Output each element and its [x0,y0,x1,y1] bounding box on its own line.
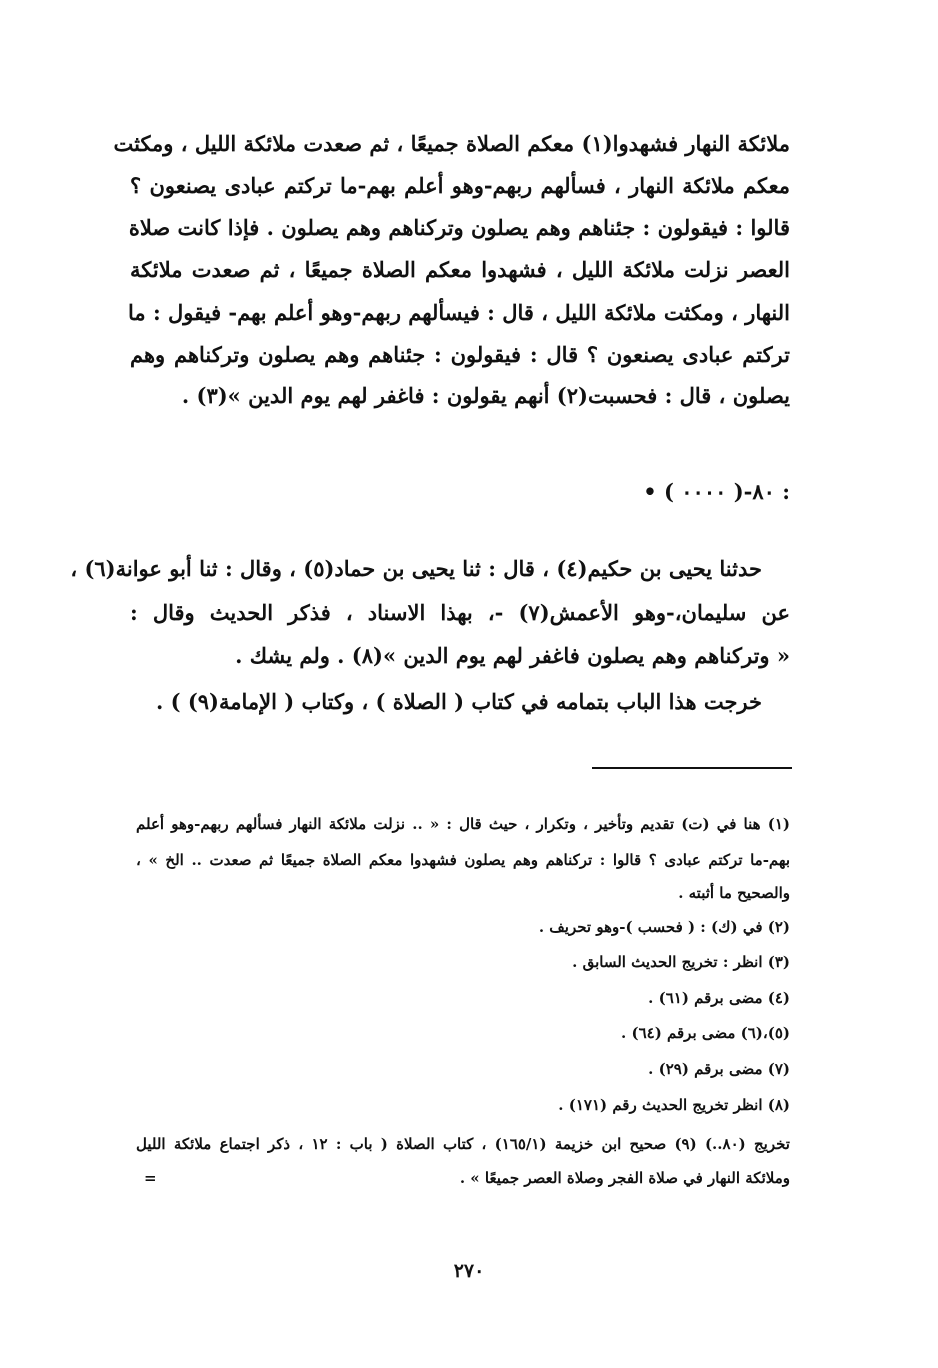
footnote-7: (٧) مضى برقم (٢٩) . [648,1060,790,1078]
body-line-7: يصلون ، قال : فحسبت(٢) أنهم يقولون : فاغفر لهم يوم الدين »(٣) . [181,383,790,408]
takhrij-line-2: وملائكة النهار في صلاة الفجر وصلاة العصر جميعًا » . [459,1169,790,1187]
body-line-5: النهار ، ومكثت ملائكة الليل ، قال : فيسألهم ربهم-وهو أعلم بهم- فيقول : ما [128,300,790,325]
hadith-line-2: عن سليمان،-وهو الأعمش(٧) -، بهذا الاسناد ، فذكر الحديث وقال : [130,600,790,625]
footnote-1-line-2: بهم-ما تركتم عبادى ؟ قالوا : تركناهم وهم يصلون فشهدوا معكم الصلاة جميعًا ثم صعدت .. الخ » ، [136,851,790,869]
footnote-separator [592,767,792,769]
body-line-3: قالوا : فيقولون : جئناهم وهم يصلون وتركناهم وهم يصلون . فإذا كانت صلاة [128,215,790,240]
continuation-mark: = [144,1169,157,1187]
closing-line: خرجت هذا الباب بتمامه في كتاب ( الصلاة ) ، وكتاب ( الإمامة(٩) ) . [155,689,762,714]
footnote-1-line-3: والصحيح ما أثبته . [678,884,790,902]
body-line-2: معكم ملائكة النهار ، فسألهم ربهم-وهو أعلم بهم-ما تركتم عبادى يصنعون ؟ [130,173,790,198]
footnote-5-6: (٥)،(٦) مضى برقم (٦٤) . [621,1024,790,1042]
body-line-6: تركتم عبادى يصنعون ؟ قال : فيقولون : جئناهم وهم يصلون وتركناهم وهم [130,342,790,367]
hadith-line-3: « وتركناهم وهم يصلون فاغفر لهم يوم الدين »(٨) . ولم يشك . [235,643,790,668]
takhrij-line-1: تخريج (٨٠..) (٩) صحيح ابن خزيمة (١٦٥/١) ، كتاب الصلاة ( باب : ١٢ ، ذكر اجتماع ملائكة الليل [136,1135,790,1153]
hadith-line-1: حدثنا يحيى بن حكيم(٤) ، قال : ثنا يحيى بن حماد(٥) ، وقال : ثنا أبو عوانة(٦) ، [70,556,762,581]
hadith-heading: • ٨٠-( ٠٠٠٠ ) : [643,479,790,504]
body-line-4: العصر نزلت ملائكة الليل ، فشهدوا معكم الصلاة جميعًا ، ثم صعدت ملائكة [130,257,790,282]
footnote-1-line-1: (١) هنا في (ت) تقديم وتأخير ، وتكرار ، حيث قال : « .. نزلت ملائكة النهار فسألهم ربهم-وهو أعلم [136,815,790,833]
footnote-3: (٣) انظر : تخريج الحديث السابق . [572,953,790,971]
page-number: ٢٧٠ [453,1260,485,1282]
footnote-2: (٢) في (ك) : ( فحسب )-وهو تحريف . [538,918,790,936]
footnote-4: (٤) مضى برقم (٦١) . [648,989,790,1007]
body-line-1: ملائكة النهار فشهدوا(١) معكم الصلاة جميعًا ، ثم صعدت ملائكة الليل ، ومكثت [113,131,790,156]
footnote-8: (٨) انظر تخريج الحديث رقم (١٧١) . [558,1096,790,1114]
